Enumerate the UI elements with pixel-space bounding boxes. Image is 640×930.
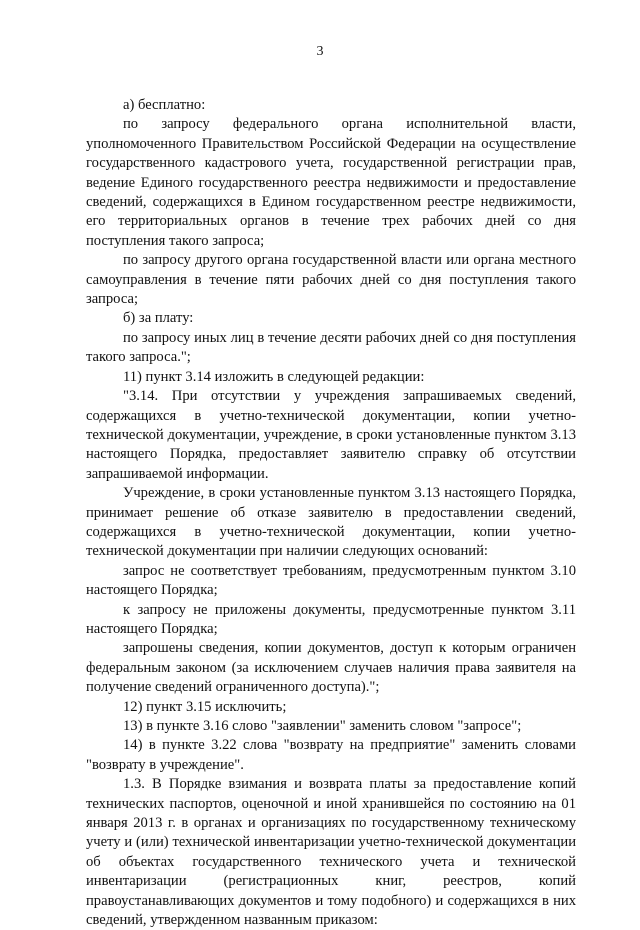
paragraph-refusal-decision: Учреждение, в сроки установленные пунктом 3.13 настоящего Порядка, принимает решение об отказе заявителю в предоставлении сведений, содержащихся в учетно-технической документации, копии учетно-технической документации при наличии следующих оснований:	[86, 485, 576, 560]
paragraph-for-fee: б) за плату:	[123, 310, 194, 327]
paragraph-refusal-reason-2: к запросу не приложены документы, предусмотренные пунктом 3.11 настоящего Порядка;	[86, 601, 576, 637]
paragraph-free-of-charge: а) бесплатно:	[123, 97, 206, 113]
page-number: 3	[316, 44, 324, 59]
paragraph-other-persons-request: по запросу иных лиц в течение десяти рабочих дней со дня поступления такого запроса.";	[86, 329, 576, 366]
paragraph-refusal-reason-3: запрошены сведения, копии документов, доступ к которым ограничен федеральным законом (за исключением случаев наличия права заявителя на получение сведений ограниченного доступа).";	[86, 640, 576, 696]
paragraph-item-14: 14) в пункте 3.22 слова "возврату на предприятие" заменить словами "возврату в учреждение".	[86, 737, 576, 773]
paragraph-federal-authority-request: по запросу федерального органа исполнительной власти, уполномоченного Правительством Российской Федерации на осуществление государственного кадастрового учета, государственной регистрации прав, ведение Единого государственного реестра недвижимости и предоставление сведений, содержащихся в Едином государственном реестре недвижимости, его территориальных органов в течение трех рабочих дней со дня поступления такого запроса;	[86, 116, 576, 249]
paragraph-item-12: 12) пункт 3.15 исключить;	[123, 698, 287, 715]
paragraph-other-authority-request: по запросу другого органа государственной власти или органа местного самоуправления в течение пяти рабочих дней со дня поступления такого запроса;	[86, 252, 576, 308]
document-body	[86, 96, 576, 930]
paragraph-item-13: 13) в пункте 3.16 слово "заявлении" заменить словом "запросе";	[123, 718, 522, 734]
paragraph-section-1-3: 1.3. В Порядке взимания и возврата платы за предоставление копий технических паспортов, оценочной и иной хранившейся по состоянию на 01 января 2013 г. в органах и организациях по государственному техническому учету и (или) технической инвентаризации учетно-технической документации об объектах государственного технического учета и технической инвентаризации (регистрационных книг, реестров, копий правоустанавливающих документов и тому подобного) и содержащихся в них сведений, утвержденном названным приказом:	[86, 776, 576, 929]
paragraph-refusal-reason-1: запрос не соответствует требованиям, предусмотренным пунктом 3.10 настоящего Порядка;	[86, 562, 576, 599]
paragraph-item-11: 11) пункт 3.14 изложить в следующей редакции:	[123, 368, 425, 385]
paragraph-clause-3-14: "3.14. При отсутствии у учреждения запрашиваемых сведений, содержащихся в учетно-технической документации, копии учетно-технической документации, учреждение, в сроки установленные пунктом 3.13 настоящего Порядка, предоставляет заявителю справку об отсутствии запрашиваемой информации.	[86, 388, 576, 482]
